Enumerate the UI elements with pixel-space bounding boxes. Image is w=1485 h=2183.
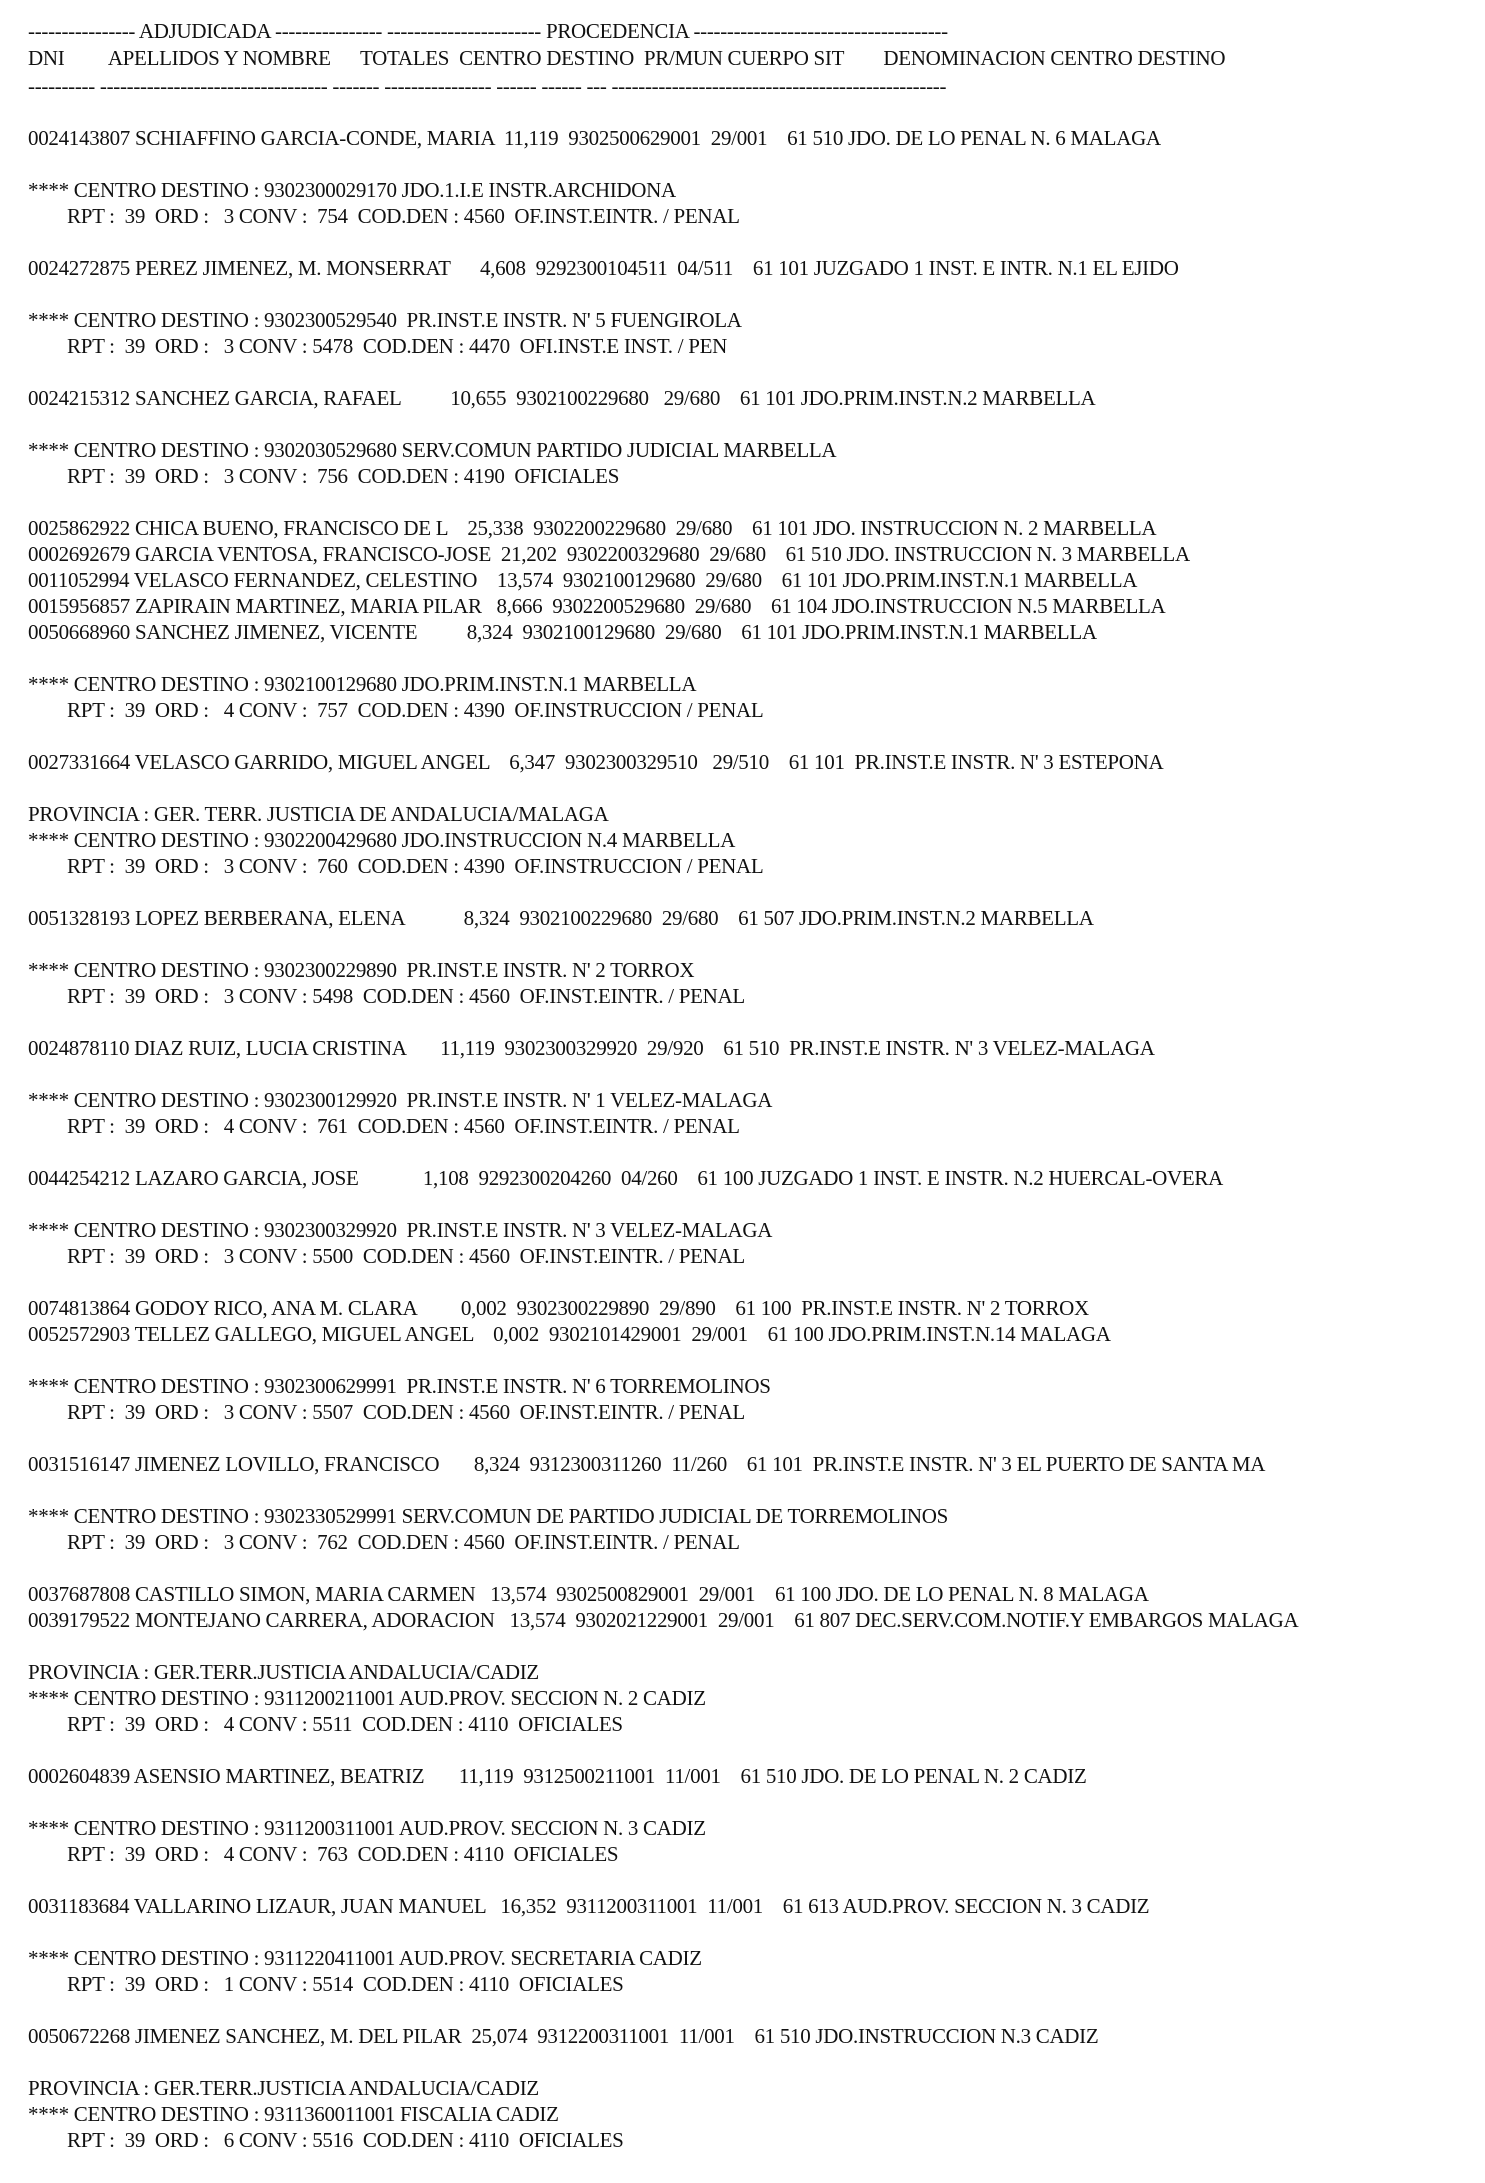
list-item: 0025862922 CHICA BUENO, FRANCISCO DE L 25,338 9302200229680 29/680 61 101 JDO. INSTRUCCION N. 2 MARBELLA	[28, 516, 1157, 540]
centro-destino-line: **** CENTRO DESTINO : 9302030529680 SERV.COMUN PARTIDO JUDICIAL MARBELLA	[28, 438, 837, 462]
list-item: 0037687808 CASTILLO SIMON, MARIA CARMEN 13,574 9302500829001 29/001 61 100 JDO. DE LO PENAL N. 8 MALAGA	[28, 1582, 1149, 1606]
centro-destino-line: **** CENTRO DESTINO : 9302300029170 JDO.1.I.E INSTR.ARCHIDONA	[28, 178, 676, 202]
centro-destino-line: **** CENTRO DESTINO : 9302330529991 SERV.COMUN DE PARTIDO JUDICIAL DE TORREMOLINOS	[28, 1504, 949, 1528]
rpt-detail-line: RPT : 39 ORD : 1 CONV : 5514 COD.DEN : 4110 OFICIALES	[67, 1972, 624, 1996]
list-item: 0052572903 TELLEZ GALLEGO, MIGUEL ANGEL 0,002 9302101429001 29/001 61 100 JDO.PRIM.INST.N.14 MALAGA	[28, 1322, 1111, 1346]
centro-destino-line: **** CENTRO DESTINO : 9311220411001 AUD.PROV. SECRETARIA CADIZ	[28, 1946, 702, 1970]
provincia-line: PROVINCIA : GER.TERR.JUSTICIA ANDALUCIA/CADIZ	[28, 1660, 539, 1684]
rpt-detail-line: RPT : 39 ORD : 3 CONV : 760 COD.DEN : 4390 OF.INSTRUCCION / PENAL	[67, 854, 764, 878]
centro-destino-line: **** CENTRO DESTINO : 9302300229890 PR.INST.E INSTR. N' 2 TORROX	[28, 958, 695, 982]
list-item: 0002692679 GARCIA VENTOSA, FRANCISCO-JOSE 21,202 9302200329680 29/680 61 510 JDO. INSTRUCCION N. 3 MARBELLA	[28, 542, 1190, 566]
header-dashes-top: ---------------- ADJUDICADA ---------------- ----------------------- PROCEDENCIA --------------------------------------	[28, 19, 948, 43]
list-item: 0051328193 LOPEZ BERBERANA, ELENA 8,324 9302100229680 29/680 61 507 JDO.PRIM.INST.N.2 MARBELLA	[28, 906, 1094, 930]
list-item: 0044254212 LAZARO GARCIA, JOSE 1,108 9292300204260 04/260 61 100 JUZGADO 1 INST. E INSTR. N.2 HUERCAL-OVERA	[28, 1166, 1223, 1190]
rpt-detail-line: RPT : 39 ORD : 3 CONV : 5498 COD.DEN : 4560 OF.INST.EINTR. / PENAL	[67, 984, 745, 1008]
list-item: 0024215312 SANCHEZ GARCIA, RAFAEL 10,655 9302100229680 29/680 61 101 JDO.PRIM.INST.N.2 MARBELLA	[28, 386, 1096, 410]
list-item: 0050668960 SANCHEZ JIMENEZ, VICENTE 8,324 9302100129680 29/680 61 101 JDO.PRIM.INST.N.1 MARBELLA	[28, 620, 1097, 644]
rpt-detail-line: RPT : 39 ORD : 4 CONV : 761 COD.DEN : 4560 OF.INST.EINTR. / PENAL	[67, 1114, 740, 1138]
rpt-detail-line: RPT : 39 ORD : 3 CONV : 756 COD.DEN : 4190 OFICIALES	[67, 464, 620, 488]
list-item: 0015956857 ZAPIRAIN MARTINEZ, MARIA PILAR 8,666 9302200529680 29/680 61 104 JDO.INSTRUCCION N.5 MARBELLA	[28, 594, 1166, 618]
rpt-detail-line: RPT : 39 ORD : 3 CONV : 762 COD.DEN : 4560 OF.INST.EINTR. / PENAL	[67, 1530, 740, 1554]
list-item: 0024878110 DIAZ RUIZ, LUCIA CRISTINA 11,119 9302300329920 29/920 61 510 PR.INST.E INSTR. N' 3 VELEZ-MALAGA	[28, 1036, 1155, 1060]
centro-destino-line: **** CENTRO DESTINO : 9302200429680 JDO.INSTRUCCION N.4 MARBELLA	[28, 828, 736, 852]
column-headers: DNI APELLIDOS Y NOMBRE TOTALES CENTRO DESTINO PR/MUN CUERPO SIT DENOMINACION CENTRO DESTINO	[28, 46, 1226, 70]
centro-destino-line: **** CENTRO DESTINO : 9311200311001 AUD.PROV. SECCION N. 3 CADIZ	[28, 1816, 706, 1840]
provincia-line: PROVINCIA : GER. TERR. JUSTICIA DE ANDALUCIA/MALAGA	[28, 802, 609, 826]
list-item: 0027331664 VELASCO GARRIDO, MIGUEL ANGEL 6,347 9302300329510 29/510 61 101 PR.INST.E INSTR. N' 3 ESTEPONA	[28, 750, 1164, 774]
rpt-detail-line: RPT : 39 ORD : 3 CONV : 5478 COD.DEN : 4470 OFI.INST.E INST. / PEN	[67, 334, 727, 358]
rpt-detail-line: RPT : 39 ORD : 3 CONV : 5507 COD.DEN : 4560 OF.INST.EINTR. / PENAL	[67, 1400, 745, 1424]
rpt-detail-line: RPT : 39 ORD : 3 CONV : 754 COD.DEN : 4560 OF.INST.EINTR. / PENAL	[67, 204, 740, 228]
centro-destino-line: **** CENTRO DESTINO : 9302300129920 PR.INST.E INSTR. N' 1 VELEZ-MALAGA	[28, 1088, 773, 1112]
centro-destino-line: **** CENTRO DESTINO : 9311360011001 FISCALIA CADIZ	[28, 2102, 559, 2126]
centro-destino-line: **** CENTRO DESTINO : 9302100129680 JDO.PRIM.INST.N.1 MARBELLA	[28, 672, 697, 696]
centro-destino-line: **** CENTRO DESTINO : 9302300329920 PR.INST.E INSTR. N' 3 VELEZ-MALAGA	[28, 1218, 773, 1242]
list-item: 0031183684 VALLARINO LIZAUR, JUAN MANUEL 16,352 9311200311001 11/001 61 613 AUD.PROV. SECCION N. 3 CADIZ	[28, 1894, 1150, 1918]
header-dashes-bottom: ---------- ---------------------------------- ------- ---------------- ------ ------ --- --------------------------------------------------	[28, 74, 947, 98]
rpt-detail-line: RPT : 39 ORD : 4 CONV : 757 COD.DEN : 4390 OF.INSTRUCCION / PENAL	[67, 698, 764, 722]
centro-destino-line: **** CENTRO DESTINO : 9311200211001 AUD.PROV. SECCION N. 2 CADIZ	[28, 1686, 706, 1710]
centro-destino-line: **** CENTRO DESTINO : 9302300529540 PR.INST.E INSTR. N' 5 FUENGIROLA	[28, 308, 742, 332]
list-item: 0050672268 JIMENEZ SANCHEZ, M. DEL PILAR 25,074 9312200311001 11/001 61 510 JDO.INSTRUCCION N.3 CADIZ	[28, 2024, 1099, 2048]
rpt-detail-line: RPT : 39 ORD : 6 CONV : 5516 COD.DEN : 4110 OFICIALES	[67, 2128, 624, 2152]
list-item: 0039179522 MONTEJANO CARRERA, ADORACION 13,574 9302021229001 29/001 61 807 DEC.SERV.COM.NOTIF.Y EMBARGOS MALAGA	[28, 1608, 1299, 1632]
list-item: 0002604839 ASENSIO MARTINEZ, BEATRIZ 11,119 9312500211001 11/001 61 510 JDO. DE LO PENAL N. 2 CADIZ	[28, 1764, 1087, 1788]
list-item: 0024272875 PEREZ JIMENEZ, M. MONSERRAT 4,608 9292300104511 04/511 61 101 JUZGADO 1 INST. E INTR. N.1 EL EJIDO	[28, 256, 1179, 280]
list-item: 0024143807 SCHIAFFINO GARCIA-CONDE, MARIA 11,119 9302500629001 29/001 61 510 JDO. DE LO PENAL N. 6 MALAGA	[28, 126, 1161, 150]
rpt-detail-line: RPT : 39 ORD : 4 CONV : 763 COD.DEN : 4110 OFICIALES	[67, 1842, 619, 1866]
list-item: 0031516147 JIMENEZ LOVILLO, FRANCISCO 8,324 9312300311260 11/260 61 101 PR.INST.E INSTR. N' 3 EL PUERTO DE SANTA MA	[28, 1452, 1266, 1476]
rpt-detail-line: RPT : 39 ORD : 3 CONV : 5500 COD.DEN : 4560 OF.INST.EINTR. / PENAL	[67, 1244, 745, 1268]
list-item: 0011052994 VELASCO FERNANDEZ, CELESTINO 13,574 9302100129680 29/680 61 101 JDO.PRIM.INST.N.1 MARBELLA	[28, 568, 1138, 592]
rpt-detail-line: RPT : 39 ORD : 4 CONV : 5511 COD.DEN : 4110 OFICIALES	[67, 1712, 623, 1736]
provincia-line: PROVINCIA : GER.TERR.JUSTICIA ANDALUCIA/CADIZ	[28, 2076, 539, 2100]
centro-destino-line: **** CENTRO DESTINO : 9302300629991 PR.INST.E INSTR. N' 6 TORREMOLINOS	[28, 1374, 771, 1398]
list-item: 0074813864 GODOY RICO, ANA M. CLARA 0,002 9302300229890 29/890 61 100 PR.INST.E INSTR. N' 2 TORROX	[28, 1296, 1089, 1320]
